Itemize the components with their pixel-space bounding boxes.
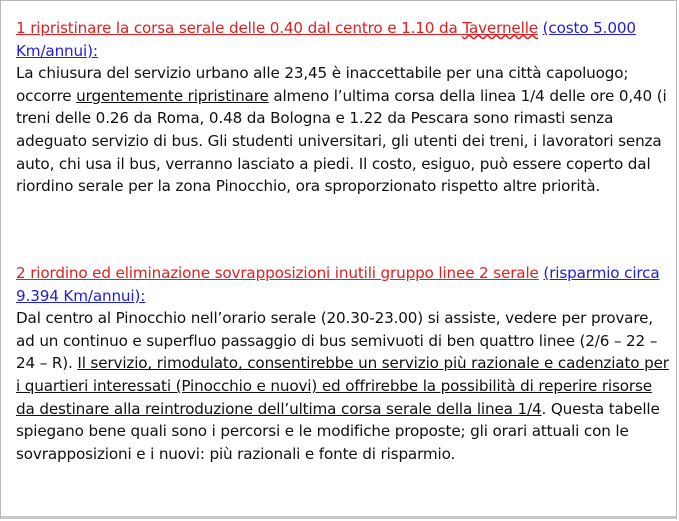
section-1-heading-place: Tavernelle — [462, 19, 538, 37]
section-1-heading — [16, 19, 538, 37]
section-2-savings: (risparmio circa 9.394 Km/annui): — [16, 264, 660, 305]
frame-bottom-edge — [1, 516, 676, 519]
section-1 — [16, 17, 672, 198]
section-2-body-start: Dal centro al Pinocchio nell’orario serale (20.30-23.00) si assiste, vedere per provare, ad un continuo e superfluo passaggio di bus semivuoti di ben quattro linee (2/6 – 22 – 24 – R). — [16, 309, 658, 373]
section-1-body-end: almeno l’ultima corsa della linea 1/4 delle ore 0,40 (i treni delle 0.26 da Roma, 0.48 da Bologna e 1.22 da Pescara sono rimasti senza adeguato servizio di bus. Gli studenti universitari, gli utenti dei treni, i lavoratori senza auto, chi usa il bus, verranno lasciato a piedi. Il costo, esiguo, può essere coperto dal riordino serale per la zona Pinocchio, ora sproporzionato rispetto altre priorità. — [16, 86, 667, 196]
section-2-body-emphasis: Il servizio, rimodulato, consentirebbe un servizio più razionale e cadenziato per i quartieri interessati (Pinocchio e nuovi) ed offrirebbe la possibilità di reperire risorse da destinare alla reintroduzione dell’ultima corsa serale della linea 1/4 — [16, 354, 669, 418]
section-1-body-emphasis: urgentemente ripristinare — [76, 86, 269, 105]
section-2-heading: 2 riordino ed eliminazione sovrapposizioni inutili gruppo linee 2 serale — [16, 264, 539, 282]
section-2-body-end: . Questa tabelle spiegano bene quali sono i percorsi e le modifiche proposte; gli orari attuali con le sovrapposizioni e i nuovi: più razionali e fonte di risparmio. — [16, 399, 660, 463]
section-1-cost: (costo 5.000 Km/annui): — [16, 19, 636, 60]
section-1-body-start: La chiusura del servizio urbano alle 23,45 è inaccettabile per una città capoluogo; occorre — [16, 64, 629, 105]
section-1-heading-text: 1 ripristinare la corsa serale delle 0.40 dal centro e 1.10 da — [16, 19, 463, 37]
section-2 — [16, 262, 672, 465]
